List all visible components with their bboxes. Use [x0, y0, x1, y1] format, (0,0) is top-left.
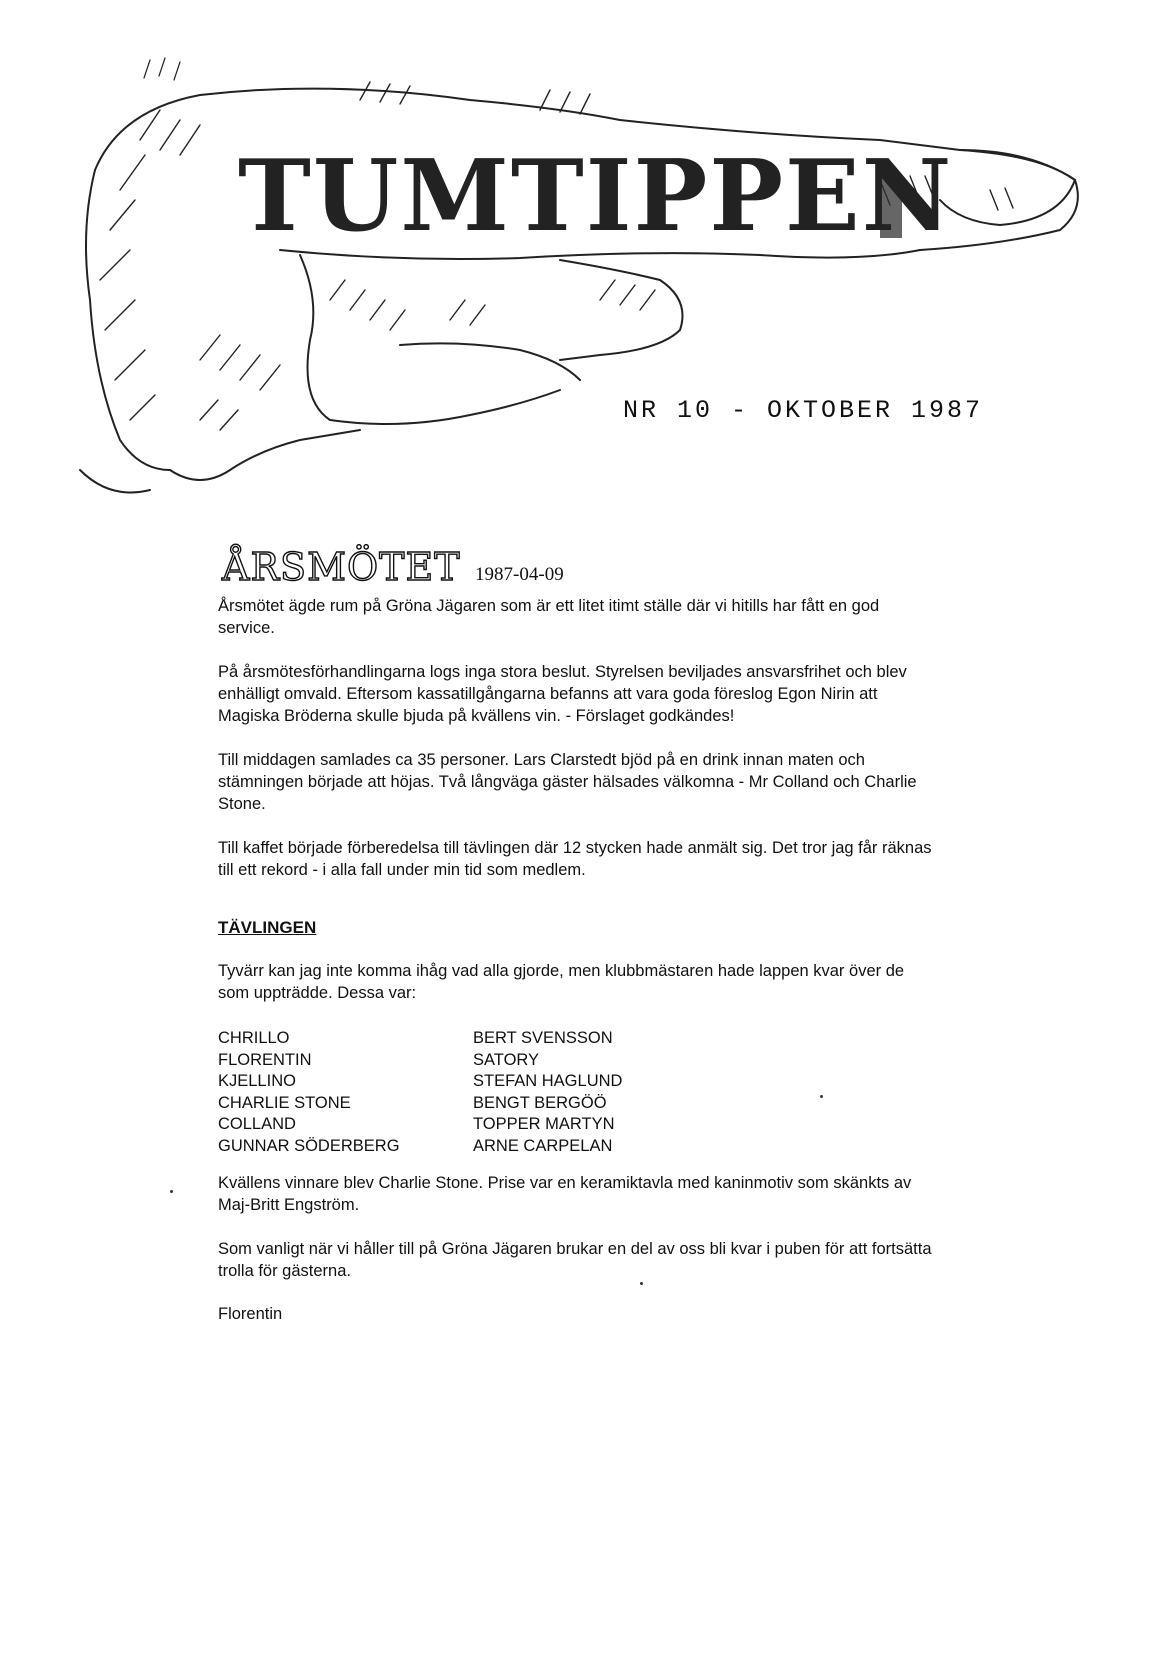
paragraph-1: Årsmötet ägde rum på Gröna Jägaren som är ett litet itimt ställe där vi hitills har fått en god service. — [218, 597, 880, 637]
article-title: ÅRSMÖTET — [222, 545, 461, 589]
scan-speck — [170, 1190, 173, 1193]
performer-name: BERT SVENSSON — [473, 1029, 613, 1047]
performer-name: ARNE CARPELAN — [473, 1136, 613, 1155]
performer-name: TOPPER MARTYN — [473, 1115, 615, 1133]
performer-name: GUNNAR SÖDERBERG — [218, 1136, 400, 1155]
performer-name: FLORENTIN — [218, 1050, 312, 1069]
performer-name: CHRILLO — [218, 1029, 290, 1047]
performer-name: KJELLINO — [218, 1072, 296, 1090]
performer-name: SATORY — [473, 1050, 540, 1069]
paragraph-3: Till middagen samlades ca 35 personer. Lars Clarstedt bjöd på en drink innan maten och stämningen började att höjas. Två långväga gäster hälsades välkomna - Mr Colland och Charlie Stone. — [218, 751, 917, 813]
newsletter-title: TUMTIPPEN — [238, 139, 954, 254]
performer-name: BENGT BERGÖÖ — [473, 1093, 607, 1112]
scan-speck — [820, 1095, 823, 1098]
pointing-hand-illustration — [0, 0, 1157, 560]
paragraph-2: På årsmötesförhandlingarna logs inga stora beslut. Styrelsen beviljades ansvarsfrihet och blev enhälligt omvald. Eftersom kassatillgångarna befanns att vara goda föreslog Egon Nirin att Magiska Bröderna skulle bjuda på kvällens vin. - Förslaget godkändes! — [218, 663, 907, 725]
article-date: 1987-04-09 — [475, 564, 564, 585]
competition-heading: TÄVLINGEN — [218, 918, 317, 937]
performers-column-right — [473, 1028, 622, 1157]
scan-speck — [640, 1282, 643, 1285]
winner-paragraph: Kvällens vinnare blev Charlie Stone. Prise var en keramiktavla med kaninmotiv som skänkts av Maj-Britt Engström. — [218, 1174, 912, 1214]
performer-name: STEFAN HAGLUND — [473, 1072, 623, 1090]
performers-column-left — [218, 1028, 400, 1157]
performer-name: COLLAND — [218, 1115, 296, 1133]
masthead — [0, 0, 1157, 560]
closing-paragraph: Som vanligt när vi håller till på Gröna Jägaren brukar en del av oss bli kvar i puben för att fortsätta trolla för gästerna. — [218, 1240, 932, 1280]
paragraph-4: Till kaffet började förberedelsa till tävlingen där 12 stycken hade anmält sig. Det tror jag får räknas till ett rekord - i alla fall under min tid som medlem. — [218, 839, 932, 879]
article-header — [222, 545, 564, 589]
issue-number: NR 10 - OKTOBER 1987 — [623, 396, 984, 425]
competition-intro: Tyvärr kan jag inte komma ihåg vad alla gjorde, men klubbmästaren hade lappen kvar över de som uppträdde. Dessa var: — [218, 962, 905, 1002]
performer-name: CHARLIE STONE — [218, 1093, 351, 1112]
author-signature: Florentin — [218, 1305, 283, 1323]
